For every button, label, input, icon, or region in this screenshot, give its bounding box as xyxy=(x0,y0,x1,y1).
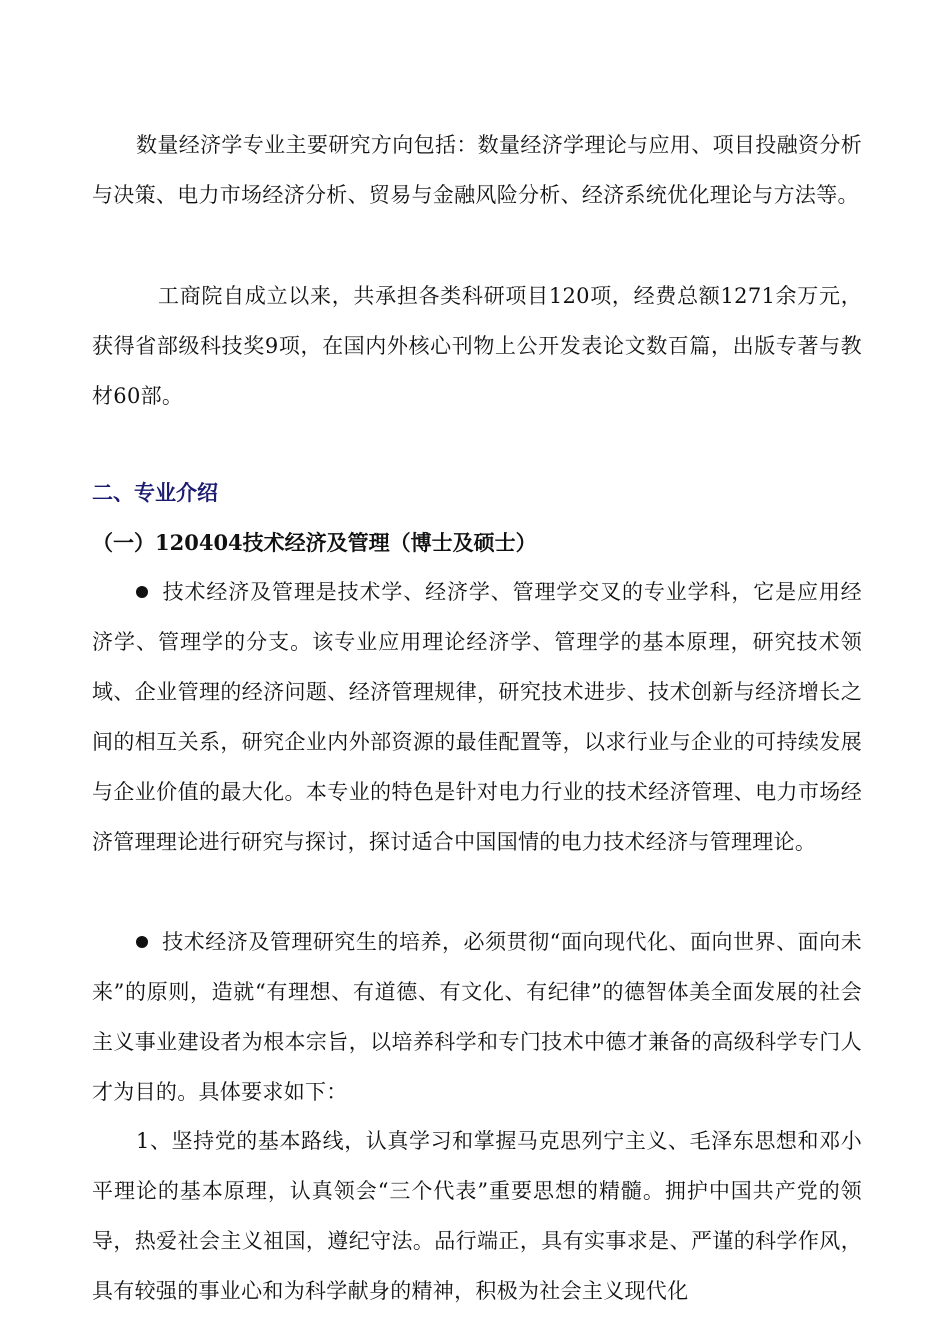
bullet-paragraph-2 xyxy=(92,917,862,1117)
bullet-dot-icon xyxy=(136,586,148,598)
paragraph-research-directions: 数量经济学专业主要研究方向包括：数量经济学理论与应用、项目投融资分析与决策、电力市场经济分析、贸易与金融风险分析、经济系统优化理论与方法等。 xyxy=(92,133,862,207)
section-subtitle: （一）120404技术经济及管理（博士及硕士） xyxy=(92,530,537,555)
requirement-item-1: 1、坚持党的基本路线，认真学习和掌握马克思列宁主义、毛泽东思想和邓小平理论的基本原理，认真领会“三个代表”重要思想的精髓。拥护中国共产党的领导，热爱社会主义祖国，遵纪守法。品行端正，具有实事求是、严谨的科学作风，具有较强的事业心和为科学献身的精神，积极为社会主义现代化 xyxy=(92,1129,862,1303)
bullet-paragraph-1 xyxy=(92,567,862,867)
section-title: 二、专业介绍 xyxy=(92,481,218,505)
bullet-paragraph-2-text: 技术经济及管理研究生的培养，必须贯彻“面向现代化、面向世界、面向未来”的原则，造就“有理想、有道德、有文化、有纪律”的德智体美全面发展的社会主义事业建设者为根本宗旨，以培养科学和专门技术中德才兼备的高级科学专门人才为目的。具体要求如下： xyxy=(92,930,862,1104)
bullet-dot-icon xyxy=(136,936,148,948)
paragraph-research-achievements: 工商院自成立以来，共承担各类科研项目120项，经费总额1271余万元，获得省部级科技奖9项，在国内外核心刊物上公开发表论文数百篇，出版专著与教材60部。 xyxy=(92,284,862,408)
bullet-paragraph-1-text: 技术经济及管理是技术学、经济学、管理学交叉的专业学科，它是应用经济学、管理学的分支。该专业应用理论经济学、管理学的基本原理，研究技术领域、企业管理的经济问题、经济管理规律，研究技术进步、技术创新与经济增长之间的相互关系，研究企业内外部资源的最佳配置等，以求行业与企业的可持续发展与企业价值的最大化。本专业的特色是针对电力行业的技术经济管理、电力市场经济管理理论进行研究与探讨，探讨适合中国国情的电力技术经济与管理理论。 xyxy=(92,580,862,854)
